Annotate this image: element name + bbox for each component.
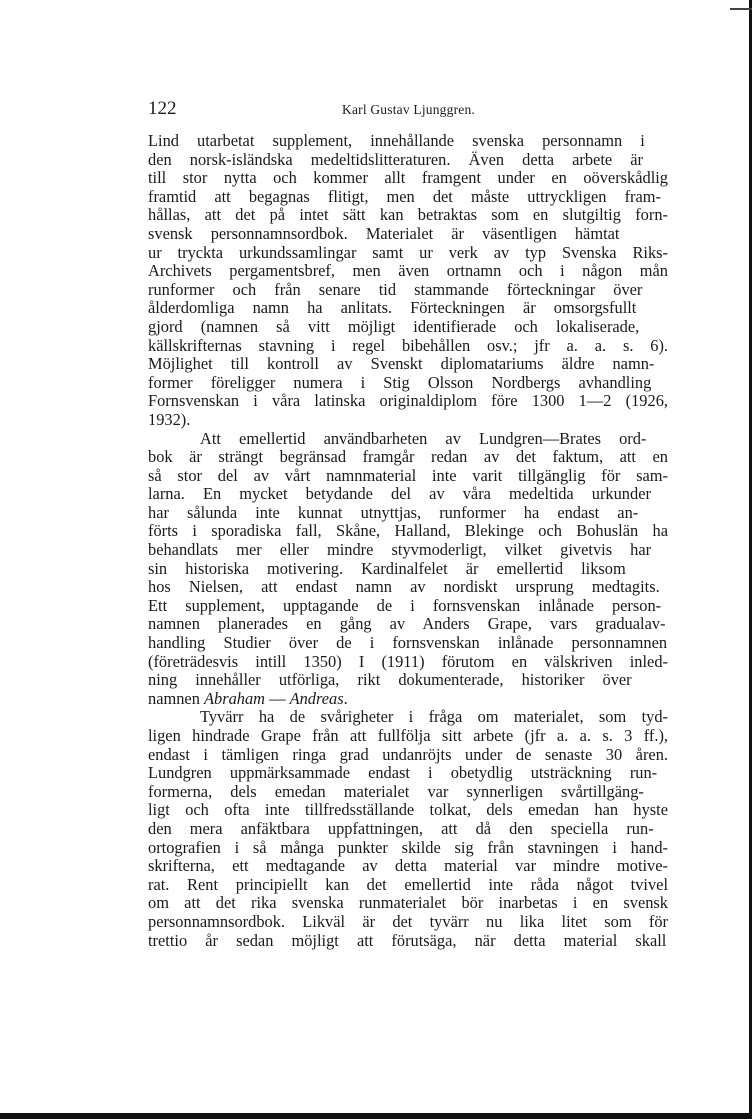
text-line: larna. En mycket betydande del av våra medeltida urkunder [148, 484, 651, 504]
text-line: till stor nytta och kommer allt framgent under en oöverskådlig [148, 168, 668, 188]
text-line: ligt och ofta inte tillfredsställande tolkat, dels emedan han hyste [148, 800, 668, 820]
period: . [343, 688, 348, 708]
text-line: personnamnsordbok. Likväl är det tyvärr nu lika litet som för [148, 911, 668, 931]
italic-name-abraham: Abraham [203, 688, 265, 708]
text-line: svensk personnamnsordbok. Materialet är väsentligen hämtat [148, 223, 620, 243]
text-line: Ett supplement, upptagande de i fornsvenskan inlånade person- [148, 595, 662, 615]
text-line: ortografien i så många punkter skilde sig från stavningen i hand- [148, 837, 668, 857]
text-line: runformer och från senare tid stammande förteckningar över [148, 279, 643, 299]
text-line: Lundgren uppmärksammade endast i obetydlig utsträckning run- [148, 763, 658, 783]
text-line: gjord (namnen så vitt möjligt identifierade och lokaliserade, [148, 316, 640, 336]
body-text [148, 132, 668, 950]
text-line: Lind utarbetat supplement, innehållande svenska personnamn i [148, 131, 645, 150]
running-head: Karl Gustav Ljunggren. [342, 102, 475, 117]
text-line: namnen planerades en gång av Anders Grape, vars gradualav- [148, 614, 666, 634]
text-line: 1932). [148, 409, 191, 429]
book-page [148, 96, 668, 950]
text-line: trettio år sedan möjligt att förutsäga, när detta material skall [148, 930, 667, 950]
dash: — [265, 688, 290, 708]
italic-name-andreas: Andreas [289, 688, 344, 708]
text-line: förts i sporadiska fall, Skåne, Halland, Blekinge och Bohuslän ha [148, 521, 668, 541]
text-line: Möjlighet till kontroll av Svenskt diplomatariums äldre namn- [148, 354, 655, 374]
scan-border-tick [730, 8, 752, 10]
text-line: Att emellertid användbarheten av Lundgren—Brates ord- [200, 428, 647, 448]
text-line: ålderdomliga namn ha anlitats. Förteckningen är omsorgsfullt [148, 298, 637, 318]
text-line: behandlats mer eller mindre styvmoderligt, vilket givetvis har [148, 540, 652, 560]
text-line: har sålunda inte kunnat utnyttjas, runformer ha endast an- [148, 502, 639, 522]
text-line: former föreligger numera i Stig Olsson Nordbergs avhandling [148, 372, 652, 392]
text-line: formerna, dels emedan materialet var synnerligen svårtillgäng- [148, 781, 644, 801]
text-line: handling Studier över de i fornsvenskan inlånade personnamnen [148, 633, 668, 653]
text-line: bok är strängt begränsad framgår redan av det faktum, att en [148, 447, 668, 467]
text-line: ning innehåller utförliga, rikt dokumenterade, historiker över [148, 670, 632, 690]
text-line: hållas, att det på intet sätt kan betraktas som en slutgiltig forn- [148, 205, 668, 225]
text-line: ur tryckta urkundssamlingar samt ur verk av typ Svenska Riks- [148, 242, 668, 262]
text-fragment: namnen [148, 688, 204, 708]
text-line: framtid att begagnas flitigt, men det måste uttryckligen fram- [148, 186, 661, 206]
text-line: Fornsvenskan i våra latinska originaldiplom före 1300 1—2 (1926, [148, 391, 668, 411]
text-line: källskrifternas stavning i regel bibehållen osv.; jfr a. a. s. 6). [148, 335, 668, 355]
text-line: skrifterna, ett medtagande av detta material var mindre motive- [148, 856, 668, 876]
page-number: 122 [148, 98, 177, 119]
text-line: ligen hindrade Grape från att fullfölja sitt arbete (jfr a. a. s. 3 ff.), [148, 726, 668, 745]
text-line: om att det rika svenska runmaterialet bör inarbetas i en svensk [148, 893, 668, 913]
text-line: Archivets pergamentsbref, men även ortnamn och i någon mån [148, 261, 668, 281]
text-line: så stor del av vårt namnmaterial inte varit tillgänglig för sam- [148, 465, 668, 485]
text-line: den norsk-isländska medeltidslitteraturen. Även detta arbete är [148, 149, 643, 169]
paragraph-1 [148, 132, 668, 430]
paragraph-3 [148, 708, 668, 950]
text-line: hos Nielsen, att endast namn av nordiskt ursprung medtagits. [148, 577, 660, 597]
scan-border-bottom [0, 1113, 752, 1119]
text-line: Tyvärr ha de svårigheter i fråga om materialet, som tyd- [200, 707, 668, 727]
text-line-final [148, 690, 668, 709]
text-line: rat. Rent principiellt kan det emellertid inte råda något tvivel [148, 874, 668, 894]
text-line: sin historiska motivering. Kardinalfelet är emellertid liksom [148, 558, 626, 578]
text-line: (företrädesvis intill 1350) I (1911) förutom en välskriven inled- [148, 651, 668, 671]
text-line: den mera anfäktbara uppfattningen, att då den speciella run- [148, 818, 654, 838]
text-line: endast i tämligen ringa grad undanröjts under de senaste 30 åren. [148, 744, 668, 764]
paragraph-2 [148, 430, 668, 709]
page-header [148, 96, 668, 132]
